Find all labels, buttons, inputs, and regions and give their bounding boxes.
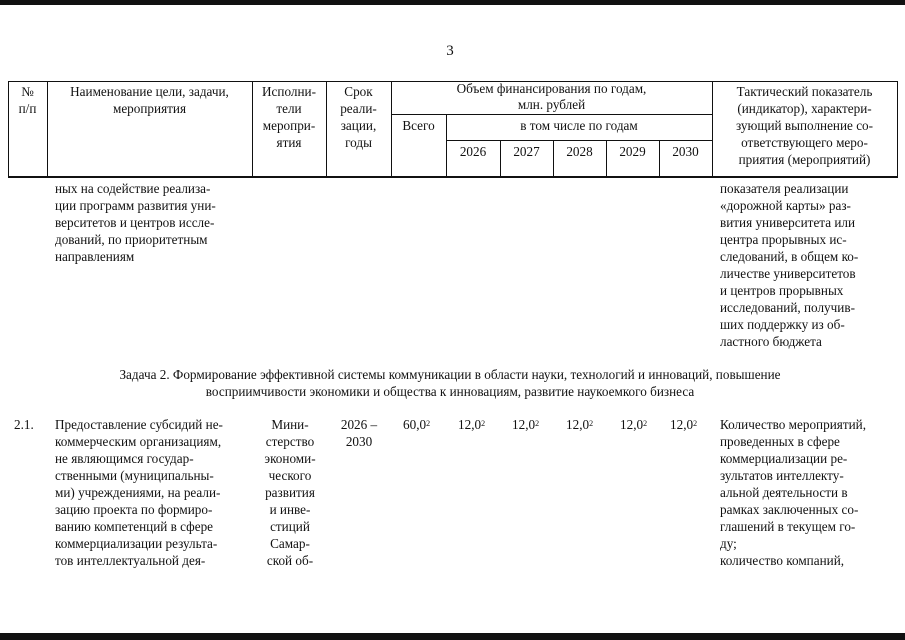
top-border [0, 0, 905, 5]
header-year: 2026 [459, 144, 487, 159]
header-year: 2027 [513, 144, 540, 159]
task-heading: Задача 2. Формирование эффективной системы коммуникации в области науки, технологий и инноваций, повышение восприимчивости экономики и общества к инновациям, развитие наукоемкого бизнеса [119, 367, 781, 399]
header-executor: Исполни- тели меропри- ятия [262, 84, 316, 150]
header-total: Всего [402, 118, 435, 133]
header-year: 2028 [566, 144, 593, 159]
row-year-value: 12,0$^2$ [670, 417, 698, 432]
header-year: 2030 [672, 144, 699, 159]
header-number: № п/п [18, 84, 37, 116]
row-indicator: Количество мероприятий, проведенных в сфере коммерциализации ре- зультатов интеллекту- альной деятельности в рамках заключенных со- глашений в текущем го- ду; количество компаний, [720, 417, 866, 568]
header-indicator: Тактический показатель (индикатор), характери- зующий выполнение со- ответствующего меро- приятия (мероприятий) [735, 84, 874, 167]
header-term: Срок реали- зации, годы [340, 84, 377, 150]
row-year-value: 12,0$^2$ [566, 417, 594, 432]
header-funding: Объем финансирования по годам, млн. рублей [456, 81, 647, 112]
row-year-value: 12,0$^2$ [512, 417, 540, 432]
header-year: 2029 [619, 144, 646, 159]
row-year-value: 12,0$^2$ [620, 417, 648, 432]
row-year-value: 12,0$^2$ [458, 417, 486, 432]
row-number: 2.1. [14, 417, 34, 432]
continuation-indicator-text: показателя реализации «дорожной карты» раз- вития университета или центра прорывных ис- следований, в общем ко- личестве университетов и центров прорывных исследований, получив- ших поддержку из об- ластного бюджета [720, 181, 859, 349]
row-executor: Мини- стерство экономи- ческого развития и инве- стиций Самар- ской об- [264, 417, 316, 568]
row-total: 60,0$^2$ [403, 417, 431, 432]
row-name: Предоставление субсидий не- коммерческим организациям, не являющимся государ- ственными (муниципальны- ми) учреждениями, на реали- зацию проекта по формиро- ванию компетенций в сфере коммерциализации результа- тов интеллектуальной дея- [55, 417, 223, 568]
header-years-group: в том числе по годам [520, 118, 638, 133]
continuation-name-text: ных на содействие реализа- ции программ развития уни- верситетов и центров иссле- дований, по приоритетным направлениям [55, 181, 216, 264]
header-name: Наименование цели, задачи, мероприятия [70, 84, 229, 116]
bottom-border [0, 633, 905, 640]
row-term: 2026 – 2030 [340, 417, 378, 449]
page-number: 3 [446, 43, 454, 59]
